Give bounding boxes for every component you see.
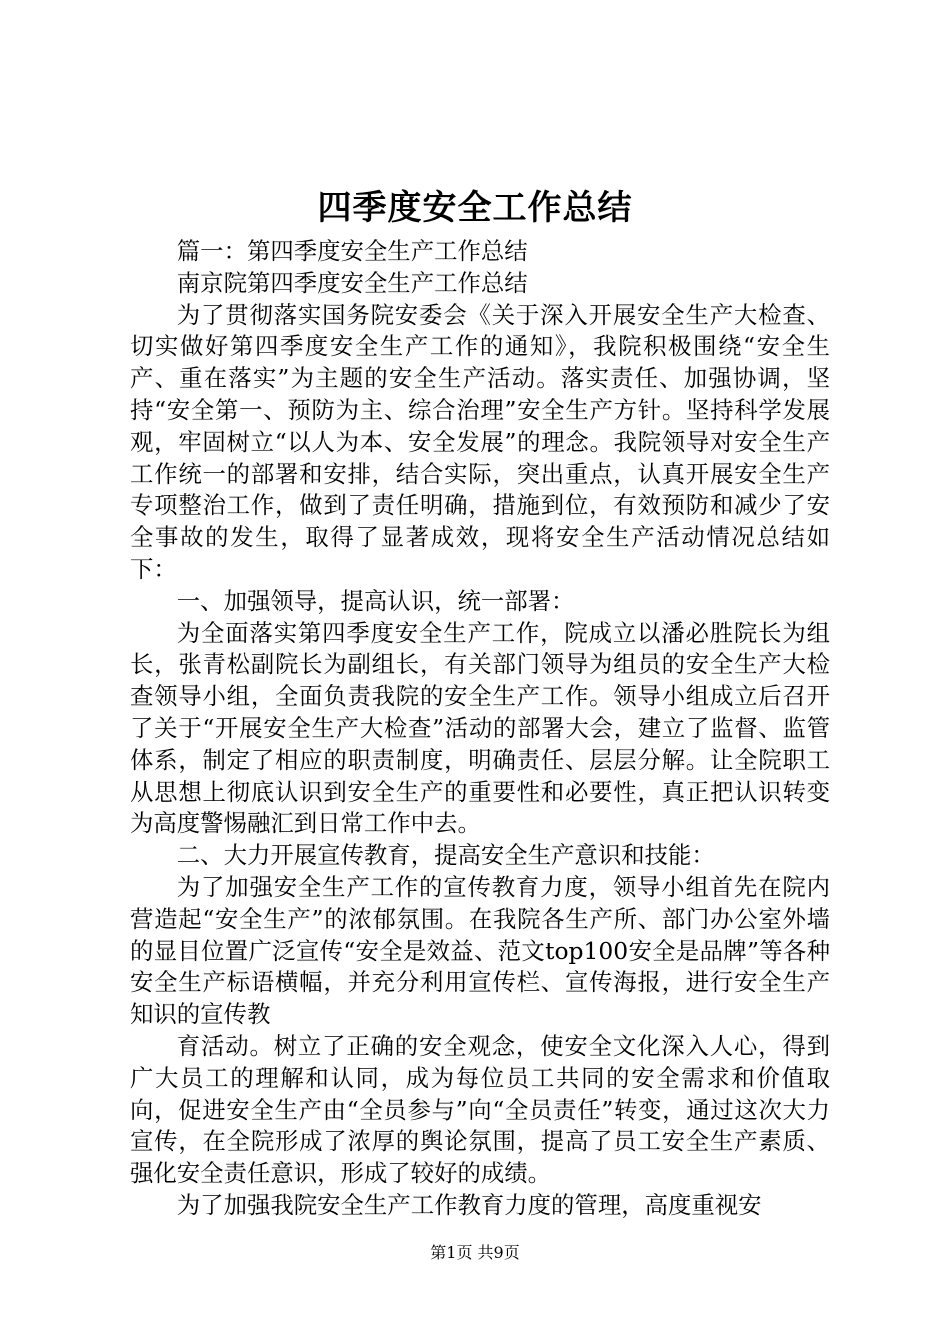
document-body [130, 236, 830, 1222]
body-paragraph: 为了加强我院安全生产工作教育力度的管理，高度重视安 [176, 1190, 762, 1219]
body-paragraph: 为了加强安全生产工作的宣传教育力度，领导小组首先在院内营造起“安全生产”的浓郁氛围。在我院各生产所、部门办公室外墙的显目位置广泛宣传“安全是效益、范文top100安全是品牌”等各种安全生产标语横幅，并充分利用宣传栏、宣传海报，进行安全生产知识的宣传教 [130, 872, 830, 1029]
point-heading: 二、大力开展宣传教育，提高安全生产意识和技能： [176, 841, 715, 870]
page-footer: 第1页 共9页 [430, 1243, 520, 1262]
document-title: 四季度安全工作总结 [317, 188, 633, 228]
point-heading: 一、加强领导，提高认识，统一部署： [176, 586, 575, 615]
body-paragraph: 为了贯彻落实国务院安委会《关于深入开展安全生产大检查、切实做好第四季度安全生产工作的通知》，我院积极围绕“安全生产、重在落实”为主题的安全生产活动。落实责任、加强协调，坚持“安全第一、预防为主、综合治理”安全生产方针。坚持科学发展观，牢固树立“以人为本、安全发展”的理念。我院领导对安全生产工作统一的部署和安排，结合实际，突出重点，认真开展安全生产专项整治工作，做到了责任明确，措施到位，有效预防和减少了安全事故的发生，取得了显著成效，现将安全生产活动情况总结如下： [130, 300, 830, 583]
section-heading: 篇一：第四季度安全生产工作总结 [176, 237, 528, 265]
body-paragraph: 为全面落实第四季度安全生产工作，院成立以潘必胜院长为组长，张青松副院长为副组长，有关部门领导为组员的安全生产大检查领导小组，全面负责我院的安全生产工作。领导小组成立后召开了关于“开展安全生产大检查”活动的部署大会，建立了监督、监管体系，制定了相应的职责制度，明确责任、层层分解。让全院职工从思想上彻底认识到安全生产的重要性和必要性，真正把认识转变为高度警惕融汇到日常工作中去。 [130, 618, 830, 838]
body-paragraph: 育活动。树立了正确的安全观念，使安全文化深入人心，得到广大员工的理解和认同，成为每位员工共同的安全需求和价值取向，促进安全生产由“全员参与”向“全员责任”转变，通过这次大力宣传，在全院形成了浓厚的舆论氛围，提高了员工安全生产素质、强化安全责任意识，形成了较好的成绩。 [130, 1031, 830, 1188]
subsection-heading: 南京院第四季度安全生产工作总结 [176, 268, 528, 297]
